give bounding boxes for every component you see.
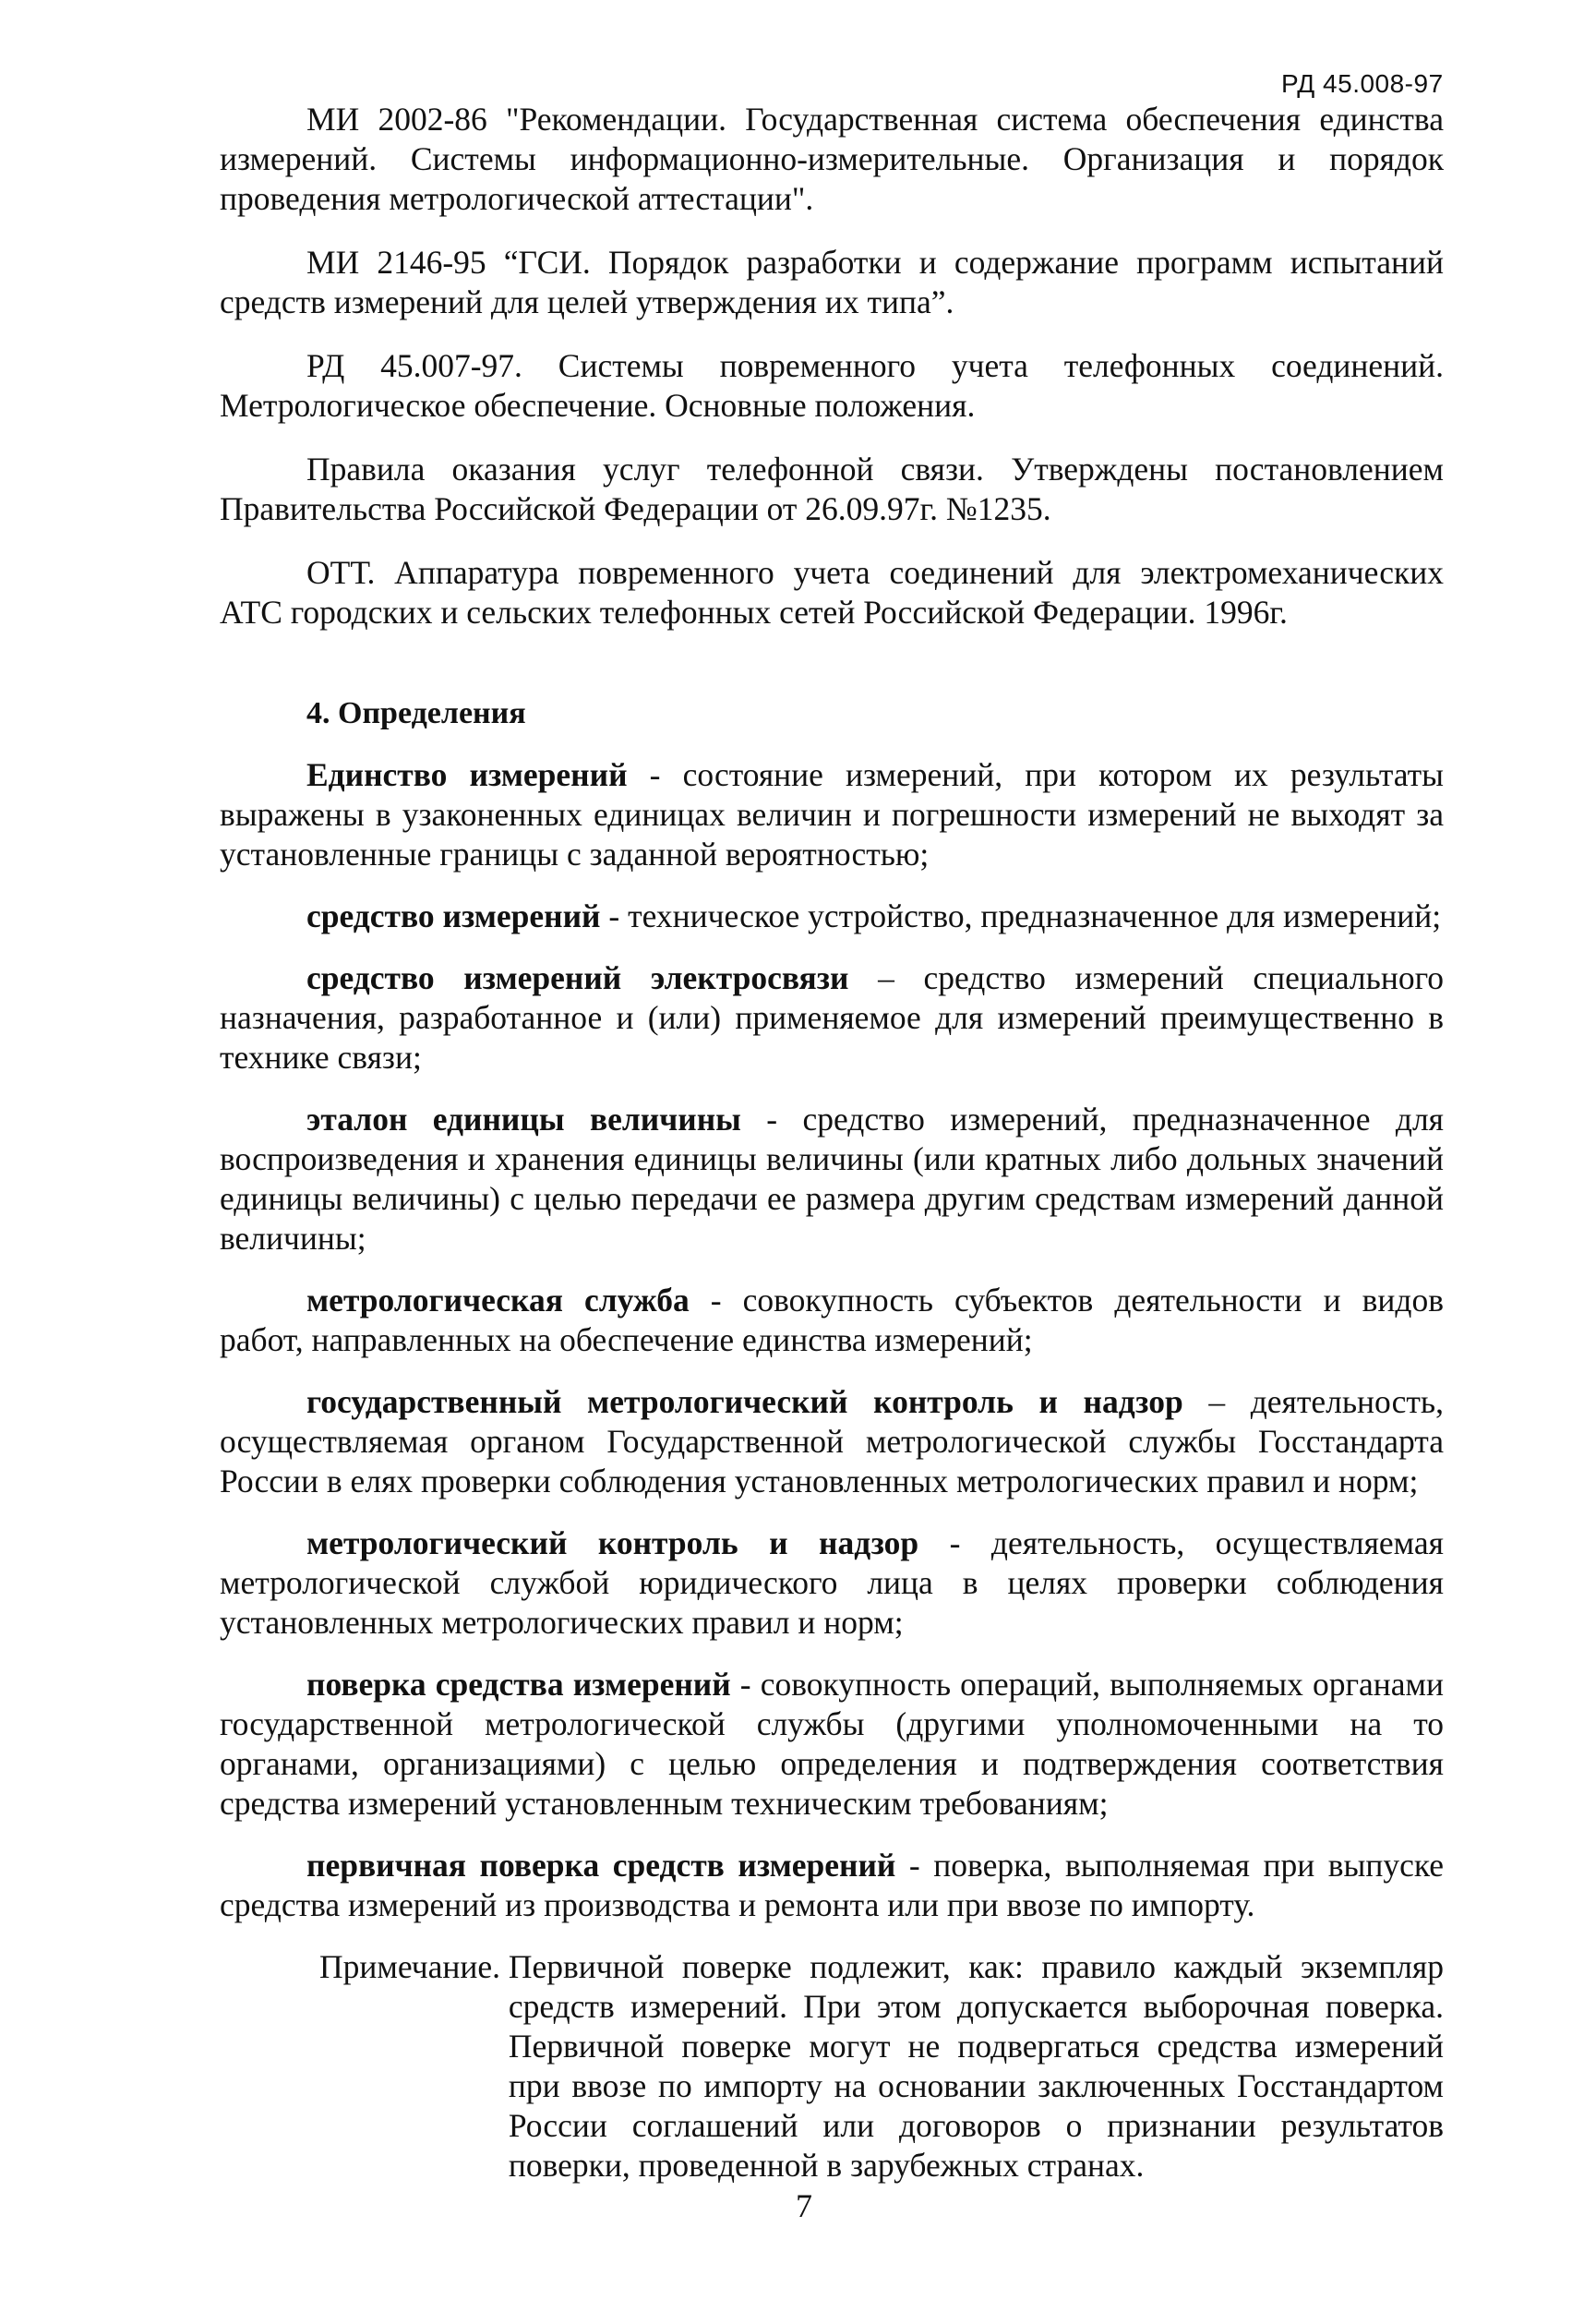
definition-term: первичная поверка средств измерений bbox=[306, 1847, 896, 1884]
definition-item bbox=[220, 1100, 1444, 1258]
reference-item: МИ 2146-95 “ГСИ. Порядок разработки и содержание программ испытаний средств измерений для целей утверждения их типа”. bbox=[220, 244, 1444, 320]
definition-term: средство измерений электросвязи bbox=[306, 959, 849, 996]
note-text: Первичной поверке подлежит, как: правило каждый экземпляр средств измерений. При этом допускается выборочная поверка. Первичной поверке могут не подвергаться средства измерений при ввозе по импорту на основании заключенных Госстандартом России соглашений или договоров о признании результатов поверки, проведенной в зарубежных странах. bbox=[508, 1948, 1444, 2184]
definition-term: Единство измерений bbox=[306, 756, 628, 793]
definition-item bbox=[220, 1523, 1444, 1643]
definition-text: - совокупность субъектов деятельности и видов работ, направленных на обеспечение единства измерений; bbox=[220, 1282, 1444, 1358]
definition-text: - средство измерений, предназначенное для воспроизведения и хранения единицы величины (или кратных либо дольных значений единицы величины) с целью передачи ее размера другим средствам измерений данной величины; bbox=[220, 1101, 1444, 1257]
definition-text: - деятельность, осуществляемая метрологической службой юридического лица в целях проверки соблюдения установленных метрологических правил и норм; bbox=[220, 1524, 1444, 1641]
definition-text: - совокупность операций, выполняемых органами государственной метрологической службы (другими уполномоченными на то органами, организациями) с целью определения и подтверждения соответствия средства измерений установленным техническим требованиям; bbox=[220, 1666, 1444, 1822]
note-block bbox=[319, 1947, 1444, 2186]
definition-term: метрологическая служба bbox=[306, 1282, 690, 1319]
definition-term: средство измерений bbox=[306, 897, 601, 934]
definition-item bbox=[220, 1846, 1444, 1925]
definition-text: - поверка, выполняемая при выпуске средства измерений из производства и ремонта или при ввозе по импорту. bbox=[220, 1847, 1444, 1923]
definition-item bbox=[220, 1382, 1444, 1501]
reference-item: РД 45.007-97. Системы повременного учета телефонных соединений. Метрологическое обеспечение. Основные положения. bbox=[220, 347, 1444, 424]
definition-item bbox=[220, 1665, 1444, 1824]
document-code: РД 45.008-97 bbox=[1281, 69, 1444, 98]
definition-item bbox=[220, 897, 1444, 936]
definitions-list bbox=[220, 755, 1444, 1925]
definition-text: – деятельность, осуществляемая органом Государственной метрологической службы Госстандарта России в елях проверки соблюдения установленных метрологических правил и норм; bbox=[220, 1383, 1444, 1499]
note-label: Примечание. bbox=[319, 1948, 509, 1985]
definition-term: эталон единицы величины bbox=[306, 1101, 741, 1138]
definition-item bbox=[220, 958, 1444, 1078]
definition-text: - техническое устройство, предназначенное для измерений; bbox=[600, 897, 1442, 934]
page-number: 7 bbox=[796, 2187, 812, 2224]
reference-item: МИ 2002-86 "Рекомендации. Государственная система обеспечения единства измерений. Системы информационно-измерительные. Организация и порядок проведения метрологической аттестации". bbox=[220, 101, 1444, 217]
reference-item: Правила оказания услуг телефонной связи. Утверждены постановлением Правительства Российской Федерации от 26.09.97г. №1235. bbox=[220, 451, 1444, 527]
definition-item bbox=[220, 1281, 1444, 1360]
page-content bbox=[220, 100, 1444, 2186]
section-heading: 4. Определения bbox=[306, 696, 526, 730]
definition-term: метрологический контроль и надзор bbox=[306, 1524, 919, 1561]
definition-term: государственный метрологический контроль и надзор bbox=[306, 1383, 1183, 1420]
definition-term: поверка средства измерений bbox=[306, 1666, 731, 1703]
definition-text: – средство измерений специального назначения, разработанное и (или) применяемое для измерений преимущественно в технике связи; bbox=[220, 959, 1445, 1076]
definition-text: - состояние измерений, при котором их результаты выражены в узаконенных единицах величин и погрешности измерений не выходят за установленные границы с заданной вероятностью; bbox=[220, 756, 1445, 873]
definition-item bbox=[220, 755, 1444, 874]
references-list bbox=[220, 100, 1444, 632]
reference-item: ОТТ. Аппаратура повременного учета соединений для электромеханических АТС городских и сельских телефонных сетей Российской Федерации. 1996г. bbox=[220, 554, 1444, 631]
